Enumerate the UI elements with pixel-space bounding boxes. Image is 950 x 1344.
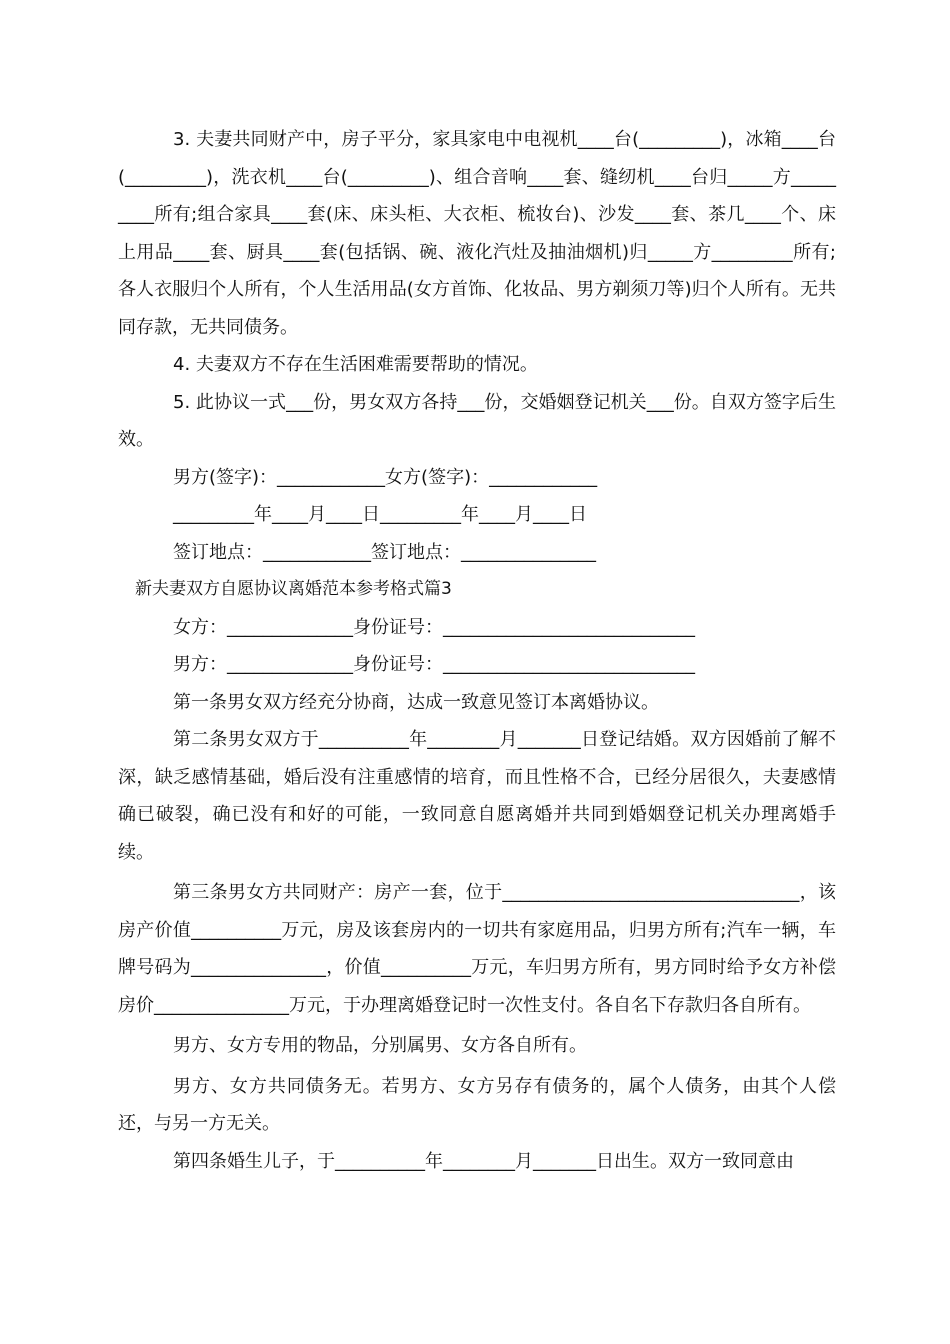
article-1-paragraph: 第一条男女双方经充分协商，达成一致意见签订本离婚协议。 — [173, 691, 659, 713]
article-2-paragraph: 第二条男女双方于__________年________月_______日登记结婚。双方因婚前了解不深，缺乏感情基础，婚后没有注重感情的培育，而且性格不合，已经分居很久，夫妻感情确已破裂，确已没有和好的可能，一致同意自愿离婚并共同到婚姻登记机关办理离婚手续。 — [118, 729, 836, 863]
date-line: _________年____月____日_________年____月____日 — [173, 504, 587, 525]
clause-3-paragraph: 3. 夫妻共同财产中，房子平分，家具家电中电视机____台(_________)，冰箱____台(_________)，洗衣机____台(_________)、组合音响____套、缝纫机____台归_____方_________所有;组合家具____套(床、床头柜、大衣柜、梳妆台)、沙发____套、茶几____个、床上用品____套、厨具____套(包括锅、碗、液化汽灶及抽油烟机)归_____方_________所有;各人衣服归个人所有，个人生活用品(女方首饰、化妆品、男方剃须刀等)归个人所有。无共同存款，无共同债务。 — [118, 129, 836, 338]
document-page — [118, 121, 836, 1180]
section-title: 新夫妻双方自愿协议离婚范本参考格式篇3 — [135, 579, 452, 599]
clause-5-paragraph: 5. 此协议一式___份，男女双方各持___份，交婚姻登记机关___份。自双方签字后生效。 — [118, 391, 836, 450]
debts-paragraph: 男方、女方共同债务无。若男方、女方另存有债务的，属个人债务，由其个人偿还，与另一方无关。 — [118, 1075, 836, 1134]
article-3-paragraph: 第三条男女方共同财产：房产一套，位于_________________________________，该房产价值__________万元，房及该套房内的一切共有家庭用品，归男方所有;汽车一辆，车牌号码为_______________，价值__________万元，车归男方所有，男方同时给予女方补偿房价_______________万元，于办理离婚登记时一次性支付。各自名下存款归各自所有。 — [118, 882, 836, 1016]
clause-4-paragraph: 4. 夫妻双方不存在生活困难需要帮助的情况。 — [173, 354, 538, 375]
signature-line: 男方(签字)：____________女方(签字)：____________ — [173, 466, 598, 488]
wife-id-line: 女方：______________身份证号：____________________________ — [173, 616, 695, 638]
husband-id-line: 男方：______________身份证号：____________________________ — [173, 654, 695, 675]
article-4-paragraph: 第四条婚生儿子，于__________年________月_______日出生。双方一致同意由 — [173, 1150, 794, 1172]
personal-items-paragraph: 男方、女方专用的物品，分别属男、女方各自所有。 — [173, 1035, 587, 1056]
signing-place-line: 签订地点：____________签订地点：_______________ — [173, 541, 596, 563]
